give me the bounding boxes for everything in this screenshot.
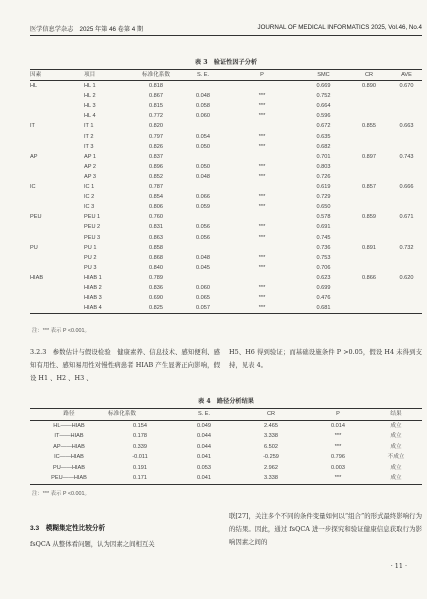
table-cell: AP	[30, 153, 38, 160]
table-row	[30, 463, 422, 474]
table-cell: 0.858	[149, 244, 163, 251]
table-cell: 6.502	[264, 443, 278, 450]
table-cell: 成立	[390, 475, 402, 481]
table-cell: 成立	[390, 443, 402, 450]
table-cell: IT	[30, 123, 35, 130]
table-cell: 3.338	[264, 433, 278, 439]
table-cell: 0.060	[196, 284, 210, 291]
table-cell: 0.476	[316, 295, 331, 302]
table-cell: 0.056	[196, 224, 210, 231]
table-cell: PU	[30, 244, 38, 251]
table-cell	[30, 283, 84, 293]
table-cell: 0.339	[133, 443, 147, 450]
table-cell: HL——HIAB	[53, 422, 85, 429]
table-cell: 0.753	[316, 254, 331, 261]
table-cell: 0.663	[399, 123, 414, 130]
table-cell: PEU	[30, 214, 42, 221]
table-row	[30, 121, 422, 131]
table4-caption: 表 4 路径分析结果	[198, 398, 254, 405]
table3-note: 注：*** 表示 P <0.001。	[32, 328, 90, 334]
table-cell	[347, 263, 391, 273]
table-cell	[224, 81, 300, 92]
table-cell: ***	[258, 163, 266, 170]
table-cell: 0.706	[316, 264, 331, 271]
table-row	[30, 91, 422, 101]
table-cell: AP 2	[84, 163, 97, 170]
running-header	[30, 22, 422, 34]
table-cell: 0.041	[197, 475, 211, 481]
table-cell: 0.736	[316, 244, 331, 251]
table-cell	[347, 202, 391, 212]
table-cell	[391, 142, 422, 152]
table-cell: 0.745	[316, 234, 331, 241]
table-cell: ***	[258, 264, 266, 271]
table-cell	[182, 121, 224, 131]
table-cell: ***	[334, 433, 342, 439]
column-header: P	[260, 72, 264, 78]
table-cell	[30, 142, 84, 152]
table-cell: HIAB	[30, 274, 44, 281]
table-cell	[224, 212, 300, 222]
table-cell	[30, 132, 84, 142]
table-row	[30, 253, 422, 263]
table-cell: IC 2	[84, 194, 95, 201]
table-cell: 0.760	[149, 214, 163, 221]
table-cell: 0.732	[399, 244, 414, 251]
table-row	[30, 431, 422, 442]
table-row	[30, 442, 422, 453]
table-cell	[30, 101, 84, 111]
table-cell: -0.011	[132, 454, 148, 460]
table-cell: 0.014	[331, 422, 345, 429]
table-cell: HL 1	[84, 83, 96, 90]
table-cell: 0.787	[149, 184, 163, 191]
column-header: S. E.	[197, 411, 211, 417]
table-cell: 0.867	[149, 93, 163, 100]
table-cell: 0.057	[196, 305, 210, 312]
table-cell: 0.048	[196, 254, 210, 261]
section-heading-3-3: 3.3 模糊集定性比较分析	[30, 525, 106, 532]
table-cell	[391, 222, 422, 232]
table-cell	[347, 172, 391, 182]
table-cell: 2.465	[264, 422, 278, 429]
table-cell: 0.690	[149, 295, 163, 302]
table-cell: 0.840	[149, 264, 163, 271]
table-cell: 0.578	[316, 214, 331, 221]
table-cell: 0.826	[149, 143, 163, 150]
table-cell: 0.171	[133, 475, 147, 481]
table-cell: 0.818	[149, 83, 163, 90]
page-number: · 11 ·	[390, 562, 407, 570]
table-cell	[347, 111, 391, 121]
table-cell: PEU 2	[84, 224, 101, 231]
table-cell	[391, 132, 422, 142]
table-cell: IT 2	[84, 133, 94, 140]
table-cell: 成立	[390, 433, 402, 439]
table-cell: PU 3	[84, 264, 97, 271]
journal-en: JOURNAL OF MEDICAL INFORMATICS 2025, Vol.46, No.4	[257, 24, 422, 31]
table-cell	[391, 202, 422, 212]
table-cell: 0.672	[316, 123, 331, 130]
table-cell	[182, 212, 224, 222]
table-cell	[391, 192, 422, 202]
table-cell: 0.837	[149, 153, 163, 160]
table-cell: ***	[258, 254, 266, 261]
table-cell: AP 3	[84, 173, 97, 180]
column-header: 结果	[390, 411, 402, 417]
table3-header-row	[30, 70, 422, 81]
table-cell: ***	[258, 194, 266, 201]
table-row	[30, 162, 422, 172]
table-cell: 成立	[390, 422, 402, 429]
column-header: P	[336, 411, 340, 417]
table-cell: 0.053	[197, 464, 211, 471]
table-cell: 0.666	[399, 184, 414, 191]
table-cell	[30, 91, 84, 101]
table-cell: ***	[258, 103, 266, 110]
table-cell: PEU 1	[84, 214, 101, 221]
table-cell	[30, 293, 84, 303]
table-cell: HIAB 4	[84, 305, 102, 312]
table-cell: 0.044	[197, 443, 211, 450]
table-cell: 0.191	[133, 464, 147, 471]
table-cell: HL 2	[84, 93, 96, 100]
table-cell	[182, 273, 224, 283]
table-cell	[30, 303, 84, 314]
table-cell	[30, 172, 84, 182]
table-cell: 0.831	[149, 224, 163, 231]
table-cell: 0.701	[316, 153, 331, 160]
table-cell: 0.863	[149, 234, 163, 241]
table-cell	[30, 222, 84, 232]
table4-header-row	[30, 409, 422, 421]
table-cell: ***	[334, 443, 342, 450]
table-cell: 0.619	[316, 184, 331, 191]
table-row	[30, 172, 422, 182]
table-cell: ***	[258, 305, 266, 312]
column-header: 路径	[63, 411, 75, 417]
table-row	[30, 222, 422, 232]
table-cell	[182, 182, 224, 192]
table-cell	[391, 91, 422, 101]
table-row	[30, 263, 422, 273]
table-cell	[347, 233, 391, 243]
table3-caption: 表 3 验证性因子分析	[194, 59, 258, 66]
table-row	[30, 202, 422, 212]
table-cell	[30, 253, 84, 263]
table-cell: 0.796	[331, 454, 345, 460]
table-cell: 0.048	[196, 93, 210, 100]
table-cell: 0.669	[316, 83, 331, 90]
table3	[30, 69, 422, 314]
table-row	[30, 132, 422, 142]
table-cell: 0.803	[316, 163, 331, 170]
table-cell	[391, 111, 422, 121]
table-cell: PEU 3	[84, 234, 101, 241]
table-cell: 0.178	[133, 433, 147, 439]
table-cell	[347, 303, 391, 314]
table-cell: HL 3	[84, 103, 96, 110]
table-cell	[30, 192, 84, 202]
table-cell: 0.797	[149, 133, 163, 140]
table-cell: IT 1	[84, 123, 94, 130]
table-cell: IC——HIAB	[54, 454, 84, 460]
table-cell	[391, 162, 422, 172]
table-row	[30, 152, 422, 162]
table-cell: 0.650	[316, 204, 331, 211]
table-row	[30, 273, 422, 283]
section-paragraph-right: 联[27]，关注多个不同的条件变量如何以“组合”的形式最终影响行为的结果。因此，通过 fsQCA 进一步探究和验证健康信息获取行为影响因素之间的	[229, 512, 422, 546]
paragraph-3-2-3-cont: H5、H6 得到验证；而基础设施条件 P >0.05，假设 H4 未得到支持，见表 4。	[229, 348, 422, 369]
table-cell: 0.691	[316, 224, 331, 231]
table-cell: 0.854	[149, 194, 163, 201]
table-cell: 0.681	[316, 305, 331, 312]
table-cell	[391, 253, 422, 263]
column-header: SMC	[317, 72, 330, 78]
header-rule	[30, 35, 422, 36]
table-cell: 0.699	[316, 284, 331, 291]
table-cell: ***	[258, 234, 266, 241]
table-cell	[224, 152, 300, 162]
journal-cn: 医学信息学杂志 2025 年第 46 卷第 4 期	[30, 26, 144, 33]
table-row	[30, 293, 422, 303]
column-header: 标准化系数	[142, 72, 170, 78]
table-cell: 0.752	[316, 93, 331, 100]
table-cell	[30, 111, 84, 121]
table-cell: AP 1	[84, 153, 97, 160]
table-cell	[224, 121, 300, 131]
column-header: CR	[364, 72, 374, 78]
table-cell: 0.868	[149, 254, 163, 261]
table-cell: 0.836	[149, 284, 163, 291]
table-cell: 0.056	[196, 234, 210, 241]
table-cell: 3.338	[264, 475, 278, 481]
table-cell: 0.664	[316, 103, 331, 110]
table-row	[30, 233, 422, 243]
table-cell: IC 3	[84, 204, 95, 211]
table-cell	[182, 152, 224, 162]
table-cell: IC	[30, 184, 36, 191]
table-cell: HL	[30, 83, 38, 90]
table-row	[30, 303, 422, 314]
table-cell	[391, 233, 422, 243]
table-cell: 0.789	[149, 274, 163, 281]
table-cell: PU 1	[84, 244, 97, 251]
table-cell: 0.891	[362, 244, 376, 251]
table-cell	[182, 243, 224, 253]
table-cell: ***	[258, 133, 266, 140]
table-cell	[347, 222, 391, 232]
section-paragraph-left: fsQCA 从整体看问题，认为因素之间相互关	[30, 540, 155, 548]
table-cell: 0.620	[399, 274, 414, 281]
table-cell: 0.635	[316, 133, 331, 140]
table-cell: 0.054	[196, 133, 210, 140]
table-cell	[347, 91, 391, 101]
table-cell: 0.059	[196, 204, 210, 211]
table-cell	[347, 283, 391, 293]
table-cell: ***	[258, 224, 266, 231]
table-cell: ***	[334, 475, 342, 481]
table-row	[30, 473, 422, 484]
column-header: 因素	[30, 72, 42, 78]
table-cell: 0.045	[196, 264, 210, 271]
table-cell: HIAB 1	[84, 274, 102, 281]
table-cell	[391, 263, 422, 273]
table-cell	[347, 101, 391, 111]
table-cell: 不成立	[387, 454, 405, 460]
table-cell: ***	[258, 113, 266, 120]
table-cell	[30, 202, 84, 212]
table-cell: 0.154	[133, 422, 147, 429]
table-cell: ***	[258, 173, 266, 180]
table-cell: AP——HIAB	[53, 443, 85, 450]
table-cell: 0.825	[149, 305, 163, 312]
table-cell: 0.041	[197, 454, 211, 460]
table-cell	[30, 162, 84, 172]
table-cell: 0.003	[331, 464, 345, 471]
table4-body	[30, 420, 422, 484]
column-header: 标准化系数	[108, 411, 136, 417]
table-cell: 0.726	[316, 173, 331, 180]
table-cell: 0.806	[149, 204, 163, 211]
table-cell	[347, 132, 391, 142]
table-cell: ***	[258, 143, 266, 150]
table-cell	[391, 172, 422, 182]
table-cell: ***	[258, 284, 266, 291]
table-cell: 0.852	[149, 173, 163, 180]
table-cell	[224, 273, 300, 283]
table-cell: 0.682	[316, 143, 331, 150]
table-cell: 0.859	[362, 214, 376, 221]
table-cell: 0.623	[316, 274, 331, 281]
table-cell: 0.671	[399, 214, 414, 221]
table-cell: IT 3	[84, 143, 94, 150]
table-row	[30, 81, 422, 92]
table-cell: IT——HIAB	[54, 433, 84, 439]
table-cell: 0.897	[362, 153, 376, 160]
table-row	[30, 101, 422, 111]
table-cell: 0.596	[316, 113, 331, 120]
table4-note: 注：*** 表示 P <0.001。	[32, 491, 90, 497]
table-cell: 0.670	[399, 83, 414, 90]
table3-body	[30, 81, 422, 314]
table-cell: 0.890	[362, 83, 376, 90]
table-row	[30, 420, 422, 431]
table-cell: 0.044	[197, 433, 211, 439]
table-row	[30, 182, 422, 192]
table-cell: 0.866	[362, 274, 376, 281]
table-cell	[224, 182, 300, 192]
table-row	[30, 243, 422, 253]
table-cell: 2.962	[264, 464, 278, 471]
table-cell: 0.058	[196, 103, 210, 110]
table-cell	[391, 101, 422, 111]
table-cell	[30, 233, 84, 243]
table-cell	[347, 162, 391, 172]
table-cell: HIAB 2	[84, 284, 102, 291]
column-header: 项目	[84, 72, 96, 78]
table4	[30, 408, 422, 485]
table-cell	[347, 142, 391, 152]
table-cell	[347, 192, 391, 202]
table-row	[30, 283, 422, 293]
table-cell: HIAB 3	[84, 295, 102, 302]
table-cell: 0.743	[399, 153, 414, 160]
table-cell: 0.857	[362, 184, 376, 191]
table-cell: 0.049	[197, 422, 211, 429]
table-cell	[391, 293, 422, 303]
table-cell: IC 1	[84, 184, 95, 191]
table-cell: 0.060	[196, 113, 210, 120]
table-cell: ***	[258, 93, 266, 100]
table-cell	[30, 263, 84, 273]
table-cell: 0.065	[196, 295, 210, 302]
table-cell: 成立	[390, 464, 402, 471]
table-cell: HL 4	[84, 113, 96, 120]
column-header: AVE	[401, 72, 412, 78]
table-cell: PU 2	[84, 254, 97, 261]
table-row	[30, 142, 422, 152]
paragraph-3-2-3: 3.2.3 参数估计与假设检验 健康素养、信息技术、感知便利、感知有用性、感知易用性对慢性病患者 HIAB 产生显著正向影响，假设 H1 、H2 、H3 、	[30, 348, 220, 382]
table-cell: ***	[258, 204, 266, 211]
table-row	[30, 111, 422, 121]
table-cell: 0.050	[196, 143, 210, 150]
table-cell: PEU——HIAB	[51, 475, 87, 481]
table-cell: 0.820	[149, 123, 163, 130]
table-cell: 0.729	[316, 194, 331, 201]
table-cell: ***	[258, 295, 266, 302]
table-cell: 0.815	[149, 103, 163, 110]
table-cell	[391, 283, 422, 293]
table-cell	[182, 81, 224, 92]
table-cell: 0.855	[362, 123, 376, 130]
table-cell: 0.772	[149, 113, 163, 120]
table-cell: -0.259	[263, 454, 279, 460]
table-cell	[347, 293, 391, 303]
table-row	[30, 212, 422, 222]
table-cell	[347, 253, 391, 263]
table-cell	[391, 303, 422, 314]
table-cell: 0.066	[196, 194, 210, 201]
table-cell: 0.048	[196, 173, 210, 180]
table-row	[30, 452, 422, 463]
table-cell: 0.896	[149, 163, 163, 170]
column-header: CR	[266, 411, 276, 417]
table-cell	[224, 243, 300, 253]
table-row	[30, 192, 422, 202]
table-cell: PU——HIAB	[52, 464, 85, 471]
table-cell: 0.050	[196, 163, 210, 170]
column-header: S. E.	[196, 72, 210, 78]
